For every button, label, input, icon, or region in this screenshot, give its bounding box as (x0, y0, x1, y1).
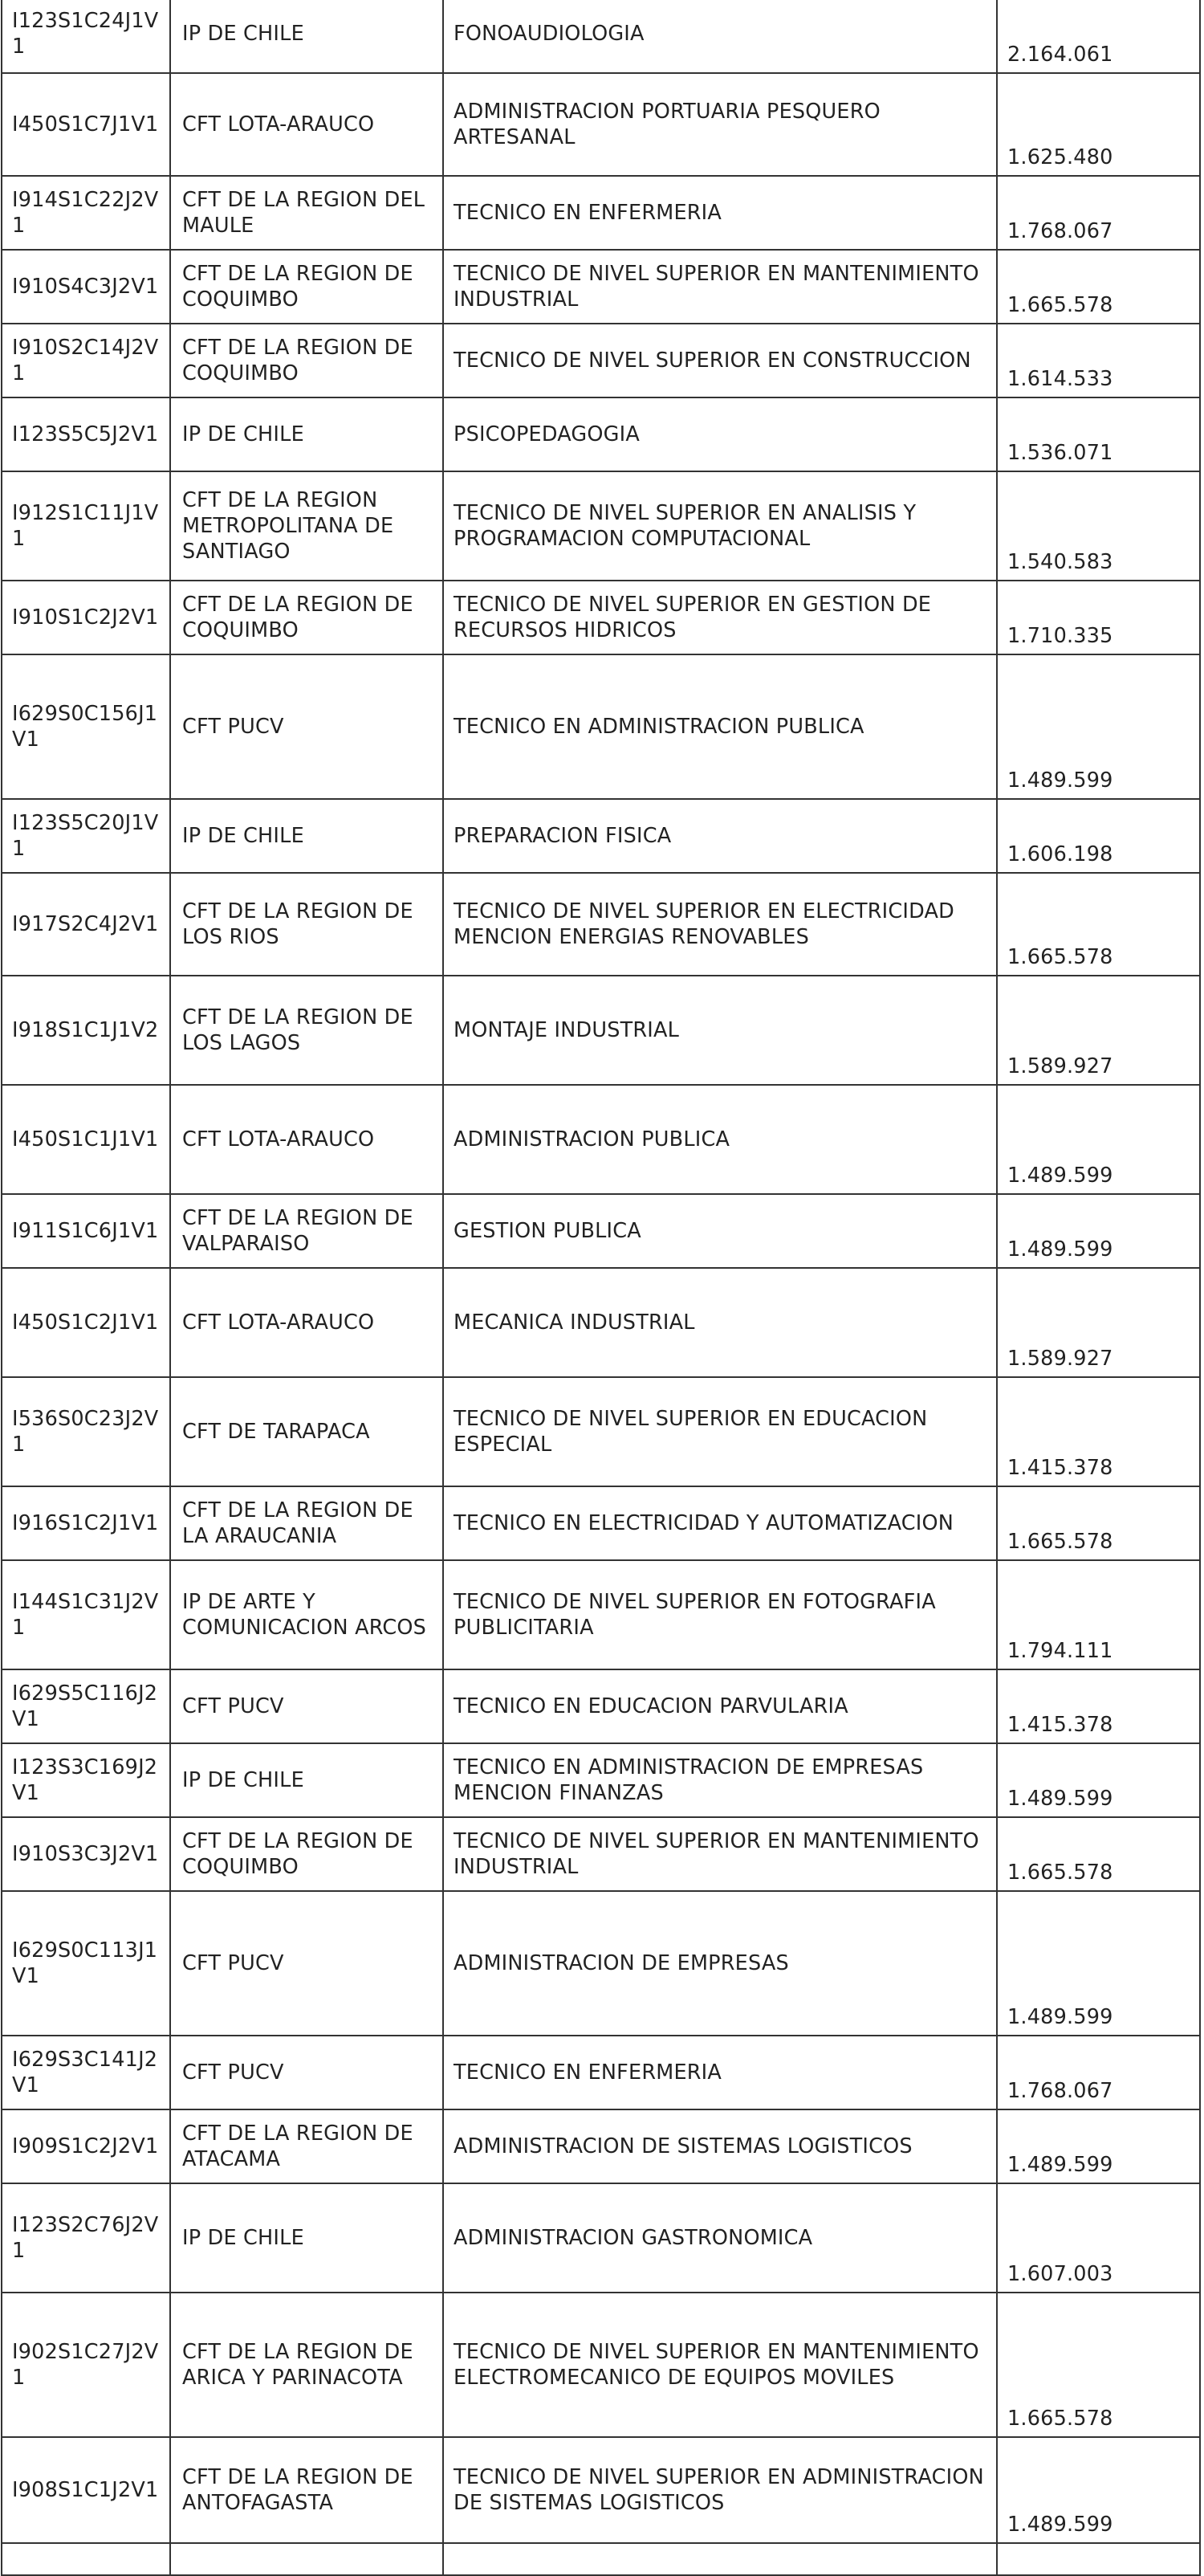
institution-cell: CFT DE LA REGION DE VALPARAISO (170, 1194, 443, 1268)
program-code-cell: I902S1C27J2V1 (2, 2293, 170, 2437)
table-row (2, 176, 1200, 250)
table-row (2, 73, 1200, 176)
program-name-cell: TECNICO DE NIVEL SUPERIOR EN MANTENIMIENTO INDUSTRIAL (443, 1817, 997, 1891)
program-code-cell: I629S0C156J1V1 (2, 654, 170, 799)
program-code-cell: I917S2C4J2V1 (2, 873, 170, 976)
table-row (2, 1085, 1200, 1194)
table-row (2, 1377, 1200, 1486)
table-row (2, 2293, 1200, 2437)
institution-cell: CFT PUCV (170, 2036, 443, 2109)
institution-cell: CFT DE LA REGION DE ANTOFAGASTA (170, 2437, 443, 2543)
table-row (2, 1669, 1200, 1743)
program-code-cell: I908S1C1J2V1 (2, 2437, 170, 2543)
institution-cell: CFT LOTA-ARAUCO (170, 1268, 443, 1377)
table-row (2, 873, 1200, 976)
amount-cell: 2.164.061 (997, 0, 1200, 73)
table-row (2, 1268, 1200, 1377)
program-name-cell: ADMINISTRACION GASTRONOMICA (443, 2183, 997, 2293)
program-code-cell: I629S0C113J1V1 (2, 1891, 170, 2036)
program-code-cell: I123S3C169J2V1 (2, 1743, 170, 1817)
program-code-cell: I918S1C1J1V2 (2, 976, 170, 1085)
amount-cell: 1.489.599 (997, 2109, 1200, 2183)
amount-cell: 1.589.927 (997, 1268, 1200, 1377)
table-row (2, 581, 1200, 654)
program-code-cell: I909S1C2J2V1 (2, 2109, 170, 2183)
amount-cell (997, 2543, 1200, 2575)
amount-cell: 1.665.578 (997, 250, 1200, 324)
program-name-cell: TECNICO DE NIVEL SUPERIOR EN ADMINISTRACION DE SISTEMAS LOGISTICOS (443, 2437, 997, 2543)
program-code-cell: I123S1C24J1V1 (2, 0, 170, 73)
amount-cell: 1.489.599 (997, 1194, 1200, 1268)
table-row (2, 2036, 1200, 2109)
table-row (2, 2543, 1200, 2575)
program-name-cell: TECNICO EN ADMINISTRACION DE EMPRESAS MENCION FINANZAS (443, 1743, 997, 1817)
institution-cell: IP DE CHILE (170, 799, 443, 873)
table-row (2, 976, 1200, 1085)
amount-cell: 1.489.599 (997, 1743, 1200, 1817)
amount-cell: 1.710.335 (997, 581, 1200, 654)
program-code-cell: I914S1C22J2V1 (2, 176, 170, 250)
institution-cell: CFT DE LA REGION DE LOS RIOS (170, 873, 443, 976)
amount-cell: 1.540.583 (997, 471, 1200, 581)
table-row (2, 1743, 1200, 1817)
table-row (2, 250, 1200, 324)
program-code-cell (2, 2543, 170, 2575)
program-name-cell: FONOAUDIOLOGIA (443, 0, 997, 73)
amount-cell: 1.768.067 (997, 176, 1200, 250)
program-name-cell: ADMINISTRACION DE EMPRESAS (443, 1891, 997, 2036)
table-row (2, 0, 1200, 73)
institution-cell: CFT DE LA REGION DE COQUIMBO (170, 324, 443, 397)
program-code-cell: I123S5C20J1V1 (2, 799, 170, 873)
program-name-cell: TECNICO DE NIVEL SUPERIOR EN GESTION DE RECURSOS HIDRICOS (443, 581, 997, 654)
amount-cell: 1.768.067 (997, 2036, 1200, 2109)
program-code-cell: I910S1C2J2V1 (2, 581, 170, 654)
institution-cell: CFT PUCV (170, 1669, 443, 1743)
program-name-cell: MECANICA INDUSTRIAL (443, 1268, 997, 1377)
program-name-cell: TECNICO DE NIVEL SUPERIOR EN CONSTRUCCION (443, 324, 997, 397)
amount-cell: 1.489.599 (997, 654, 1200, 799)
institution-cell: CFT DE LA REGION DE LOS LAGOS (170, 976, 443, 1085)
institution-cell: IP DE CHILE (170, 397, 443, 471)
program-code-cell: I910S3C3J2V1 (2, 1817, 170, 1891)
table-row (2, 654, 1200, 799)
amount-cell: 1.489.599 (997, 1085, 1200, 1194)
program-code-cell: I144S1C31J2V1 (2, 1560, 170, 1669)
program-fee-table (1, 0, 1201, 2576)
table-row (2, 799, 1200, 873)
amount-cell: 1.607.003 (997, 2183, 1200, 2293)
program-name-cell: PSICOPEDAGOGIA (443, 397, 997, 471)
program-name-cell: TECNICO DE NIVEL SUPERIOR EN MANTENIMIENTO ELECTROMECANICO DE EQUIPOS MOVILES (443, 2293, 997, 2437)
institution-cell: CFT PUCV (170, 654, 443, 799)
institution-cell: CFT DE LA REGION DE COQUIMBO (170, 581, 443, 654)
institution-cell: CFT DE LA REGION DE COQUIMBO (170, 250, 443, 324)
table-row (2, 1891, 1200, 2036)
program-code-cell: I123S5C5J2V1 (2, 397, 170, 471)
program-name-cell: ADMINISTRACION PORTUARIA PESQUERO ARTESANAL (443, 73, 997, 176)
program-code-cell: I910S4C3J2V1 (2, 250, 170, 324)
program-name-cell: TECNICO DE NIVEL SUPERIOR EN EDUCACION ESPECIAL (443, 1377, 997, 1486)
program-name-cell: MONTAJE INDUSTRIAL (443, 976, 997, 1085)
program-name-cell: TECNICO DE NIVEL SUPERIOR EN MANTENIMIENTO INDUSTRIAL (443, 250, 997, 324)
program-code-cell: I629S5C116J2V1 (2, 1669, 170, 1743)
institution-cell: CFT LOTA-ARAUCO (170, 73, 443, 176)
amount-cell: 1.665.578 (997, 1486, 1200, 1560)
table-row (2, 2437, 1200, 2543)
program-name-cell: TECNICO EN EDUCACION PARVULARIA (443, 1669, 997, 1743)
program-name-cell: TECNICO DE NIVEL SUPERIOR EN FOTOGRAFIA PUBLICITARIA (443, 1560, 997, 1669)
program-name-cell: TECNICO EN ENFERMERIA (443, 2036, 997, 2109)
table-body (2, 0, 1200, 2575)
program-code-cell: I450S1C7J1V1 (2, 73, 170, 176)
institution-cell: IP DE CHILE (170, 0, 443, 73)
amount-cell: 1.415.378 (997, 1669, 1200, 1743)
program-code-cell: I450S1C1J1V1 (2, 1085, 170, 1194)
amount-cell: 1.489.599 (997, 2437, 1200, 2543)
program-code-cell: I912S1C11J1V1 (2, 471, 170, 581)
table-row (2, 471, 1200, 581)
table-row (2, 1486, 1200, 1560)
program-name-cell (443, 2543, 997, 2575)
institution-cell: CFT DE LA REGION DE ATACAMA (170, 2109, 443, 2183)
table-row (2, 2183, 1200, 2293)
program-name-cell: ADMINISTRACION PUBLICA (443, 1085, 997, 1194)
amount-cell: 1.489.599 (997, 1891, 1200, 2036)
amount-cell: 1.625.480 (997, 73, 1200, 176)
program-name-cell: TECNICO DE NIVEL SUPERIOR EN ELECTRICIDAD MENCION ENERGIAS RENOVABLES (443, 873, 997, 976)
institution-cell: IP DE CHILE (170, 1743, 443, 1817)
program-name-cell: TECNICO DE NIVEL SUPERIOR EN ANALISIS Y PROGRAMACION COMPUTACIONAL (443, 471, 997, 581)
program-name-cell: GESTION PUBLICA (443, 1194, 997, 1268)
amount-cell: 1.665.578 (997, 873, 1200, 976)
institution-cell: CFT LOTA-ARAUCO (170, 1085, 443, 1194)
institution-cell: CFT PUCV (170, 1891, 443, 2036)
program-code-cell: I123S2C76J2V1 (2, 2183, 170, 2293)
program-code-cell: I629S3C141J2V1 (2, 2036, 170, 2109)
table-row (2, 324, 1200, 397)
institution-cell: CFT DE LA REGION DE COQUIMBO (170, 1817, 443, 1891)
institution-cell: CFT DE TARAPACA (170, 1377, 443, 1486)
institution-cell: IP DE CHILE (170, 2183, 443, 2293)
amount-cell: 1.606.198 (997, 799, 1200, 873)
program-name-cell: TECNICO EN ADMINISTRACION PUBLICA (443, 654, 997, 799)
program-name-cell: ADMINISTRACION DE SISTEMAS LOGISTICOS (443, 2109, 997, 2183)
amount-cell: 1.415.378 (997, 1377, 1200, 1486)
table-row (2, 397, 1200, 471)
program-name-cell: TECNICO EN ENFERMERIA (443, 176, 997, 250)
table-row (2, 1560, 1200, 1669)
program-code-cell: I450S1C2J1V1 (2, 1268, 170, 1377)
table-row (2, 1194, 1200, 1268)
amount-cell: 1.794.111 (997, 1560, 1200, 1669)
institution-cell (170, 2543, 443, 2575)
amount-cell: 1.536.071 (997, 397, 1200, 471)
program-name-cell: TECNICO EN ELECTRICIDAD Y AUTOMATIZACION (443, 1486, 997, 1560)
institution-cell: IP DE ARTE Y COMUNICACION ARCOS (170, 1560, 443, 1669)
table-row (2, 1817, 1200, 1891)
amount-cell: 1.614.533 (997, 324, 1200, 397)
program-code-cell: I916S1C2J1V1 (2, 1486, 170, 1560)
program-code-cell: I910S2C14J2V1 (2, 324, 170, 397)
program-code-cell: I911S1C6J1V1 (2, 1194, 170, 1268)
institution-cell: CFT DE LA REGION METROPOLITANA DE SANTIAGO (170, 471, 443, 581)
table-row (2, 2109, 1200, 2183)
institution-cell: CFT DE LA REGION DE LA ARAUCANIA (170, 1486, 443, 1560)
amount-cell: 1.665.578 (997, 1817, 1200, 1891)
amount-cell: 1.589.927 (997, 976, 1200, 1085)
amount-cell: 1.665.578 (997, 2293, 1200, 2437)
institution-cell: CFT DE LA REGION DEL MAULE (170, 176, 443, 250)
program-name-cell: PREPARACION FISICA (443, 799, 997, 873)
program-code-cell: I536S0C23J2V1 (2, 1377, 170, 1486)
institution-cell: CFT DE LA REGION DE ARICA Y PARINACOTA (170, 2293, 443, 2437)
